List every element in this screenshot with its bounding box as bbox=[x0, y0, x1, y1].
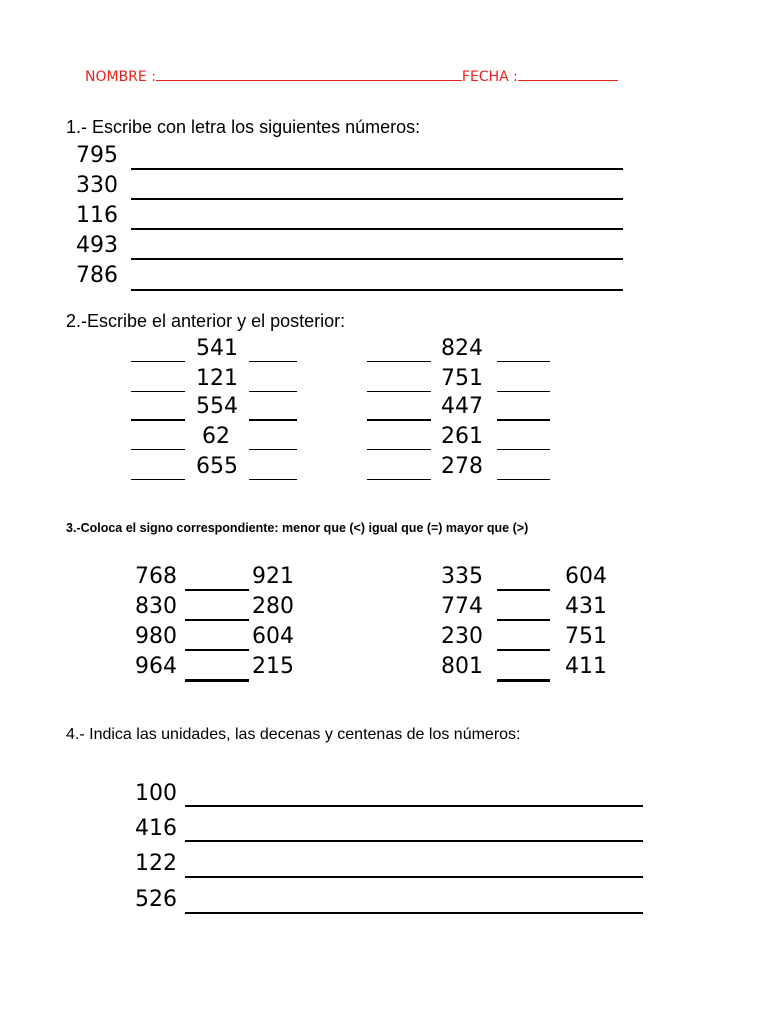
number-label: 774 bbox=[441, 594, 483, 619]
before-blank[interactable] bbox=[367, 419, 431, 421]
sign-blank[interactable] bbox=[497, 619, 550, 621]
before-blank[interactable] bbox=[367, 391, 431, 392]
number-label: 541 bbox=[196, 336, 238, 361]
after-blank[interactable] bbox=[249, 449, 297, 450]
name-label: NOMBRE : bbox=[85, 69, 156, 85]
number-label: 62 bbox=[202, 424, 230, 449]
number-label: 751 bbox=[565, 624, 607, 649]
after-blank[interactable] bbox=[497, 391, 550, 392]
sign-blank[interactable] bbox=[185, 649, 249, 651]
number-label: 795 bbox=[76, 143, 118, 168]
number-label: 335 bbox=[441, 564, 483, 589]
section-4-title: 4.- Indica las unidades, las decenas y centenas de los números: bbox=[66, 726, 521, 743]
number-label: 280 bbox=[252, 594, 294, 619]
number-label: 980 bbox=[135, 624, 177, 649]
number-label: 604 bbox=[252, 624, 294, 649]
sign-blank[interactable] bbox=[497, 679, 550, 682]
number-label: 964 bbox=[135, 654, 177, 679]
header-line bbox=[85, 68, 618, 85]
number-label: 786 bbox=[76, 263, 118, 288]
answer-line[interactable] bbox=[185, 840, 643, 842]
date-field[interactable] bbox=[518, 68, 618, 81]
before-blank[interactable] bbox=[131, 361, 185, 362]
number-label: 751 bbox=[441, 366, 483, 391]
after-blank[interactable] bbox=[497, 479, 550, 480]
number-label: 554 bbox=[196, 394, 238, 419]
number-label: 830 bbox=[135, 594, 177, 619]
before-blank[interactable] bbox=[367, 479, 431, 480]
number-label: 768 bbox=[135, 564, 177, 589]
sign-blank[interactable] bbox=[497, 649, 550, 651]
sign-blank[interactable] bbox=[497, 589, 550, 591]
number-label: 526 bbox=[135, 887, 177, 912]
answer-line[interactable] bbox=[185, 805, 643, 807]
answer-line[interactable] bbox=[185, 912, 643, 914]
after-blank[interactable] bbox=[249, 419, 297, 421]
sign-blank[interactable] bbox=[185, 619, 249, 621]
number-label: 431 bbox=[565, 594, 607, 619]
number-label: 411 bbox=[565, 654, 607, 679]
number-label: 100 bbox=[135, 781, 177, 806]
after-blank[interactable] bbox=[497, 361, 550, 362]
answer-line[interactable] bbox=[185, 876, 643, 878]
date-label: FECHA : bbox=[461, 69, 518, 85]
sign-blank[interactable] bbox=[185, 589, 249, 591]
before-blank[interactable] bbox=[131, 479, 185, 480]
number-label: 921 bbox=[252, 564, 294, 589]
number-label: 655 bbox=[196, 454, 238, 479]
before-blank[interactable] bbox=[131, 419, 185, 421]
after-blank[interactable] bbox=[249, 361, 297, 362]
number-label: 801 bbox=[441, 654, 483, 679]
number-label: 121 bbox=[196, 366, 238, 391]
section-1-title: 1.- Escribe con letra los siguientes números: bbox=[66, 117, 421, 137]
before-blank[interactable] bbox=[131, 391, 185, 392]
after-blank[interactable] bbox=[249, 391, 297, 392]
number-label: 416 bbox=[135, 816, 177, 841]
number-label: 824 bbox=[441, 336, 483, 361]
after-blank[interactable] bbox=[249, 479, 297, 480]
after-blank[interactable] bbox=[497, 449, 550, 450]
answer-line[interactable] bbox=[131, 289, 623, 291]
number-label: 604 bbox=[565, 564, 607, 589]
before-blank[interactable] bbox=[367, 361, 431, 362]
section-3-title: 3.-Coloca el signo correspondiente: menor que (<) igual que (=) mayor que (>) bbox=[66, 521, 529, 535]
section-2-title: 2.-Escribe el anterior y el posterior: bbox=[66, 311, 346, 331]
number-label: 447 bbox=[441, 394, 483, 419]
before-blank[interactable] bbox=[367, 449, 431, 450]
number-label: 122 bbox=[135, 851, 177, 876]
sign-blank[interactable] bbox=[185, 679, 249, 682]
number-label: 493 bbox=[76, 233, 118, 258]
number-label: 215 bbox=[252, 654, 294, 679]
number-label: 230 bbox=[441, 624, 483, 649]
before-blank[interactable] bbox=[131, 449, 185, 450]
answer-line[interactable] bbox=[131, 228, 623, 230]
number-label: 116 bbox=[76, 203, 118, 228]
number-label: 278 bbox=[441, 454, 483, 479]
answer-line[interactable] bbox=[131, 198, 623, 200]
after-blank[interactable] bbox=[497, 419, 550, 421]
number-label: 261 bbox=[441, 424, 483, 449]
number-label: 330 bbox=[76, 173, 118, 198]
answer-line[interactable] bbox=[131, 258, 623, 260]
answer-line[interactable] bbox=[131, 168, 623, 170]
name-field[interactable] bbox=[156, 68, 462, 81]
